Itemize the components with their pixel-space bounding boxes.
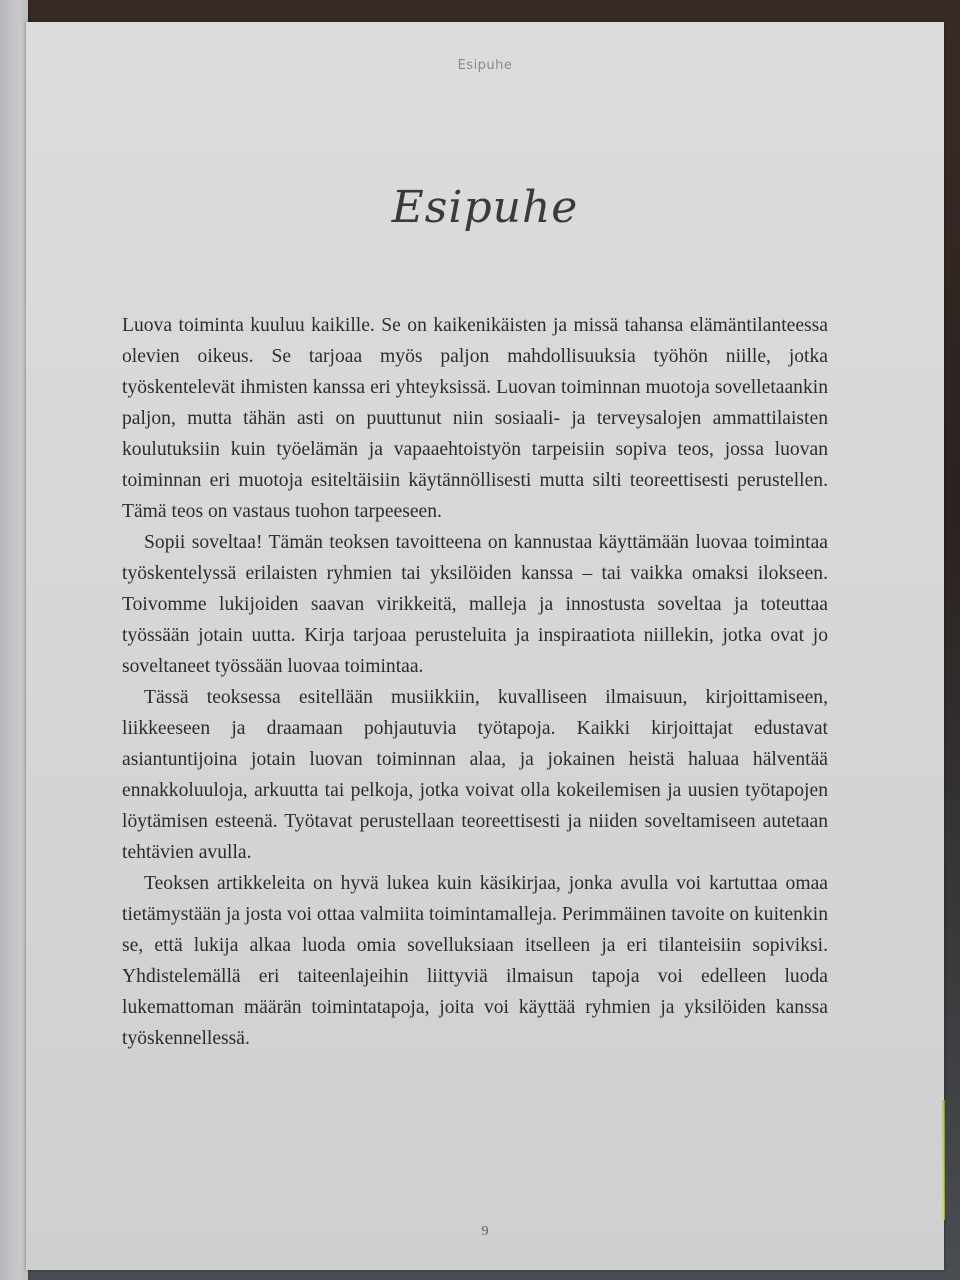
book-page: [26, 22, 944, 1270]
chapter-title: Esipuhe: [391, 182, 579, 233]
paragraph: Luova toiminta kuuluu kaikille. Se on kaikenikäisten ja missä tahansa elämäntilanteessa olevien oikeus. Se tarjoaa myös paljon mahdollisuuksia työhön niille, jotka työskentelevät ihmisten kanssa eri yhteyksissä. Luovan toiminnan muotoja sovelletaankin paljon, mutta tähän asti on puuttunut niin sosiaali- ja terveysalojen ammattilaisten koulutuksiin kuin työelämän ja vapaaehtoistyön tarpeisiin sopiva teos, jossa luovan toiminnan eri muotoja esiteltäisiin käytännöllisesti mutta silti teoreettisesti perustellen. Tämä teos on vastaus tuohon tarpeeseen.: [122, 315, 828, 522]
paragraph: Tässä teoksessa esitellään musiikkiin, kuvalliseen ilmaisuun, kirjoittamiseen, liikkeeseen ja draamaan pohjautuvia työtapoja. Kaikki kirjoittajat edustavat asiantuntijoina jotain luovan toiminnan alaa, ja jokainen heistä haluaa hälventää ennakkoluuloja, arkuutta tai pelkoja, jotka voivat olla kokeilemisen ja uusien työtapojen löytämisen esteenä. Työtavat perustellaan teoreettisesti ja niiden soveltamiseen autetaan tehtävien avulla.: [122, 687, 828, 863]
page-number: 9: [481, 1224, 489, 1239]
bookmark-edge: [942, 1100, 945, 1220]
running-head: Esipuhe: [457, 58, 513, 73]
paragraph: Sopii soveltaa! Tämän teoksen tavoitteena on kannustaa käyttämään luovaa toimintaa työskentelyssä erilaisten ryhmien tai yksilöiden kanssa – tai vaikka omaksi ilokseen. Toivomme lukijoiden saavan virikkeitä, malleja ja innostusta soveltaa ja toteuttaa työssään jotain uutta. Kirja tarjoaa perusteluita ja inspiraatiota niillekin, jotka ovat jo soveltaneet työssään luovaa toimintaa.: [122, 532, 828, 677]
facing-page-edge: [0, 0, 28, 1280]
body-text: [122, 310, 828, 1054]
paragraph: Teoksen artikkeleita on hyvä lukea kuin käsikirjaa, jonka avulla voi kartuttaa omaa tietämystään ja josta voi ottaa valmiita toimintamalleja. Perimmäinen tavoite on kuitenkin se, että lukija alkaa luoda omia sovelluksiaan itselleen ja eri tilanteisiin sopiviksi. Yhdistelemällä eri taiteenlajeihin liittyviä ilmaisun tapoja voi edelleen luoda lukemattoman määrän toimintatapoja, joita voi käyttää ryhmien ja yksilöiden kanssa työskennellessä.: [122, 873, 828, 1049]
